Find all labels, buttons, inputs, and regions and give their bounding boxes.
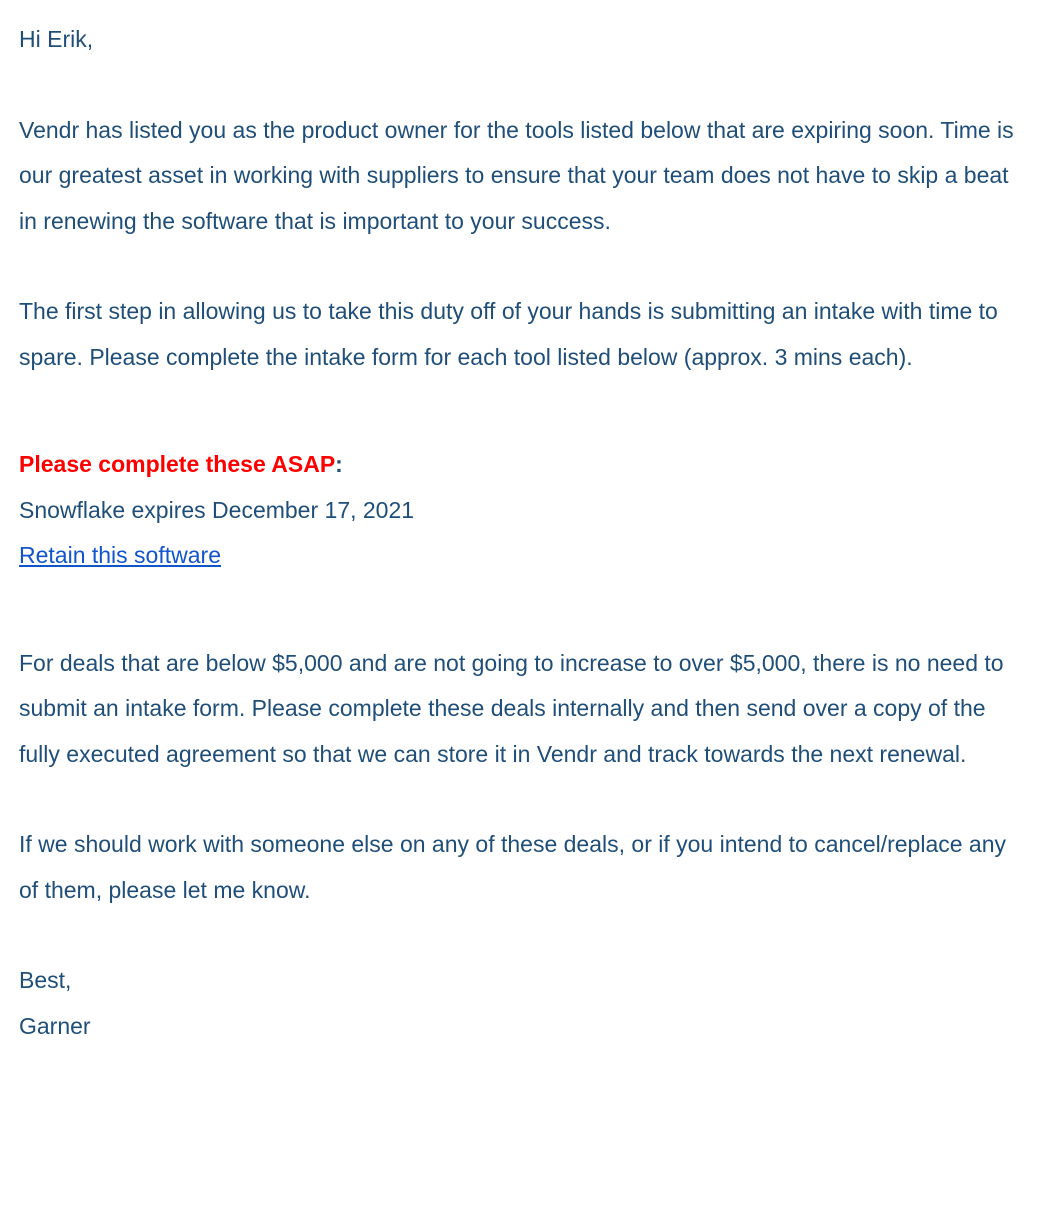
urgent-heading: Please complete these ASAP xyxy=(19,451,336,477)
paragraph-deals-policy: For deals that are below $5,000 and are not going to increase to over $5,000, there is no need to submit an intake form. Please complete these deals internally and then send over a copy of the fully executed agreement so that we can store it in Vendr and track towards the next renewal. xyxy=(19,649,1004,767)
expiry-line: Snowflake expires December 17, 2021 xyxy=(19,496,415,523)
paragraph-intro: Vendr has listed you as the product owner for the tools listed below that are expiring soon. Time is our greatest asset in working with suppliers to ensure that your team does not have to skip a beat in renewing the software that is important to your success. xyxy=(19,116,1014,234)
greeting: Hi Erik, xyxy=(19,26,94,52)
signoff-name: Garner xyxy=(19,1012,91,1039)
urgent-heading-line xyxy=(19,442,1024,488)
paragraph-first-step: The first step in allowing us to take this duty off of your hands is submitting an intake with time to spare. Please complete the intake form for each tool listed below (approx. 3 mins each). xyxy=(19,298,998,370)
retain-link-line xyxy=(19,533,1024,579)
paragraph-alternate-contact: If we should work with someone else on any of these deals, or if you intend to cancel/replace any of them, please let me know. xyxy=(19,831,1007,903)
retain-software-link[interactable]: Retain this software xyxy=(19,542,221,568)
signoff-closing: Best, xyxy=(19,967,72,993)
urgent-heading-colon: : xyxy=(335,451,343,477)
